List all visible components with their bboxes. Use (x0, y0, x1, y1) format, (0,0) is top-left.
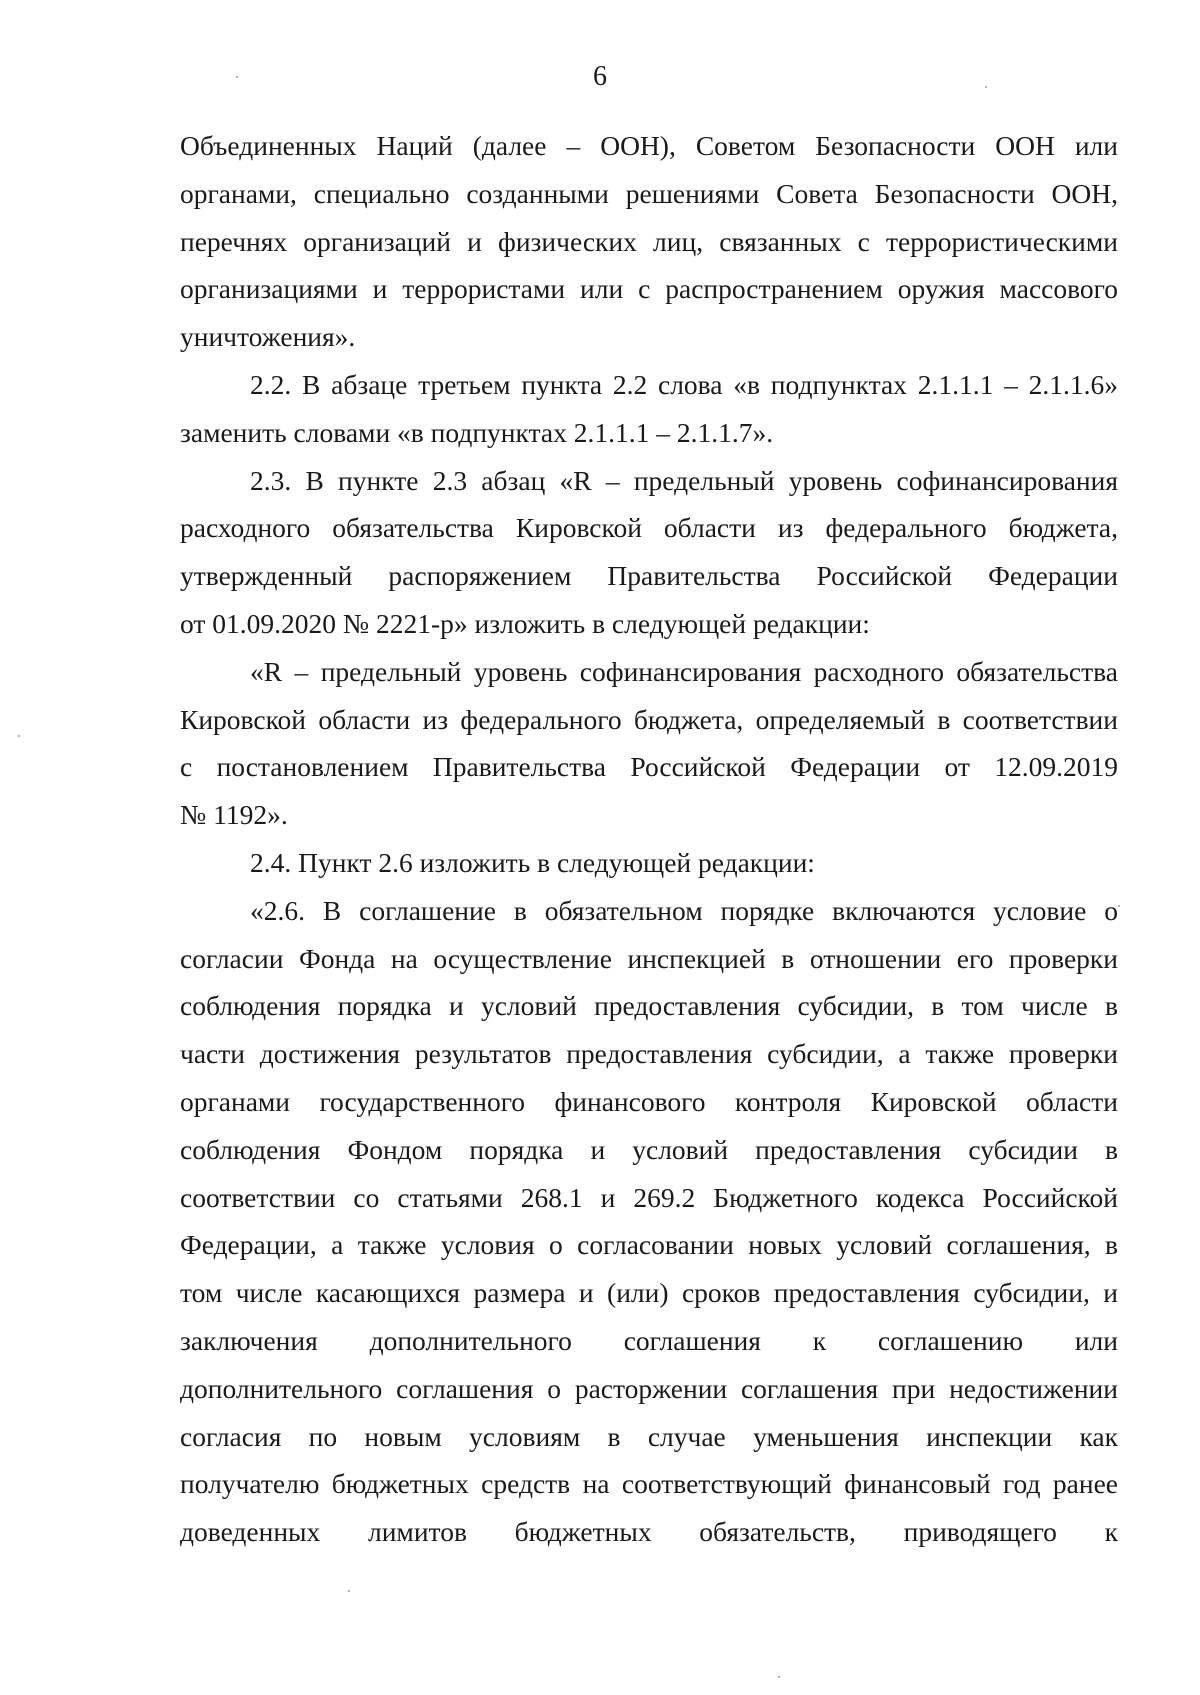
text-line: 2.2. В абзаце третьем пункта 2.2 слова «в подпунктах 2.1.1.1 – 2.1.1.6» (250, 368, 1118, 400)
text-line: «2.6. В соглашение в обязательном порядке включаются условие о (250, 894, 1118, 926)
text-line: с постановлением Правительства Российской Федерации от 12.09.2019 (180, 751, 1118, 783)
text-line: организациями и террористами или с распространением оружия массового (180, 273, 1118, 305)
scan-speck (1118, 905, 1120, 907)
scan-speck (778, 1676, 780, 1678)
text-line: от 01.09.2020 № 2221-р» изложить в следующей редакции: (180, 607, 870, 639)
document-body (180, 122, 1118, 1556)
text-line: утвержденный распоряжением Правительства Российской Федерации (180, 560, 1118, 592)
text-line: расходного обязательства Кировской области из федерального бюджета, (180, 512, 1118, 544)
scan-speck (236, 76, 238, 78)
text-line: 2.4. Пункт 2.6 изложить в следующей редакции: (250, 846, 815, 878)
text-line: органами государственного финансового контроля Кировской области (180, 1085, 1118, 1117)
text-line: соблюдения порядка и условий предоставления субсидии, в том числе в (180, 990, 1118, 1022)
text-line: «R – предельный уровень софинансирования расходного обязательства (250, 655, 1118, 687)
text-line: заменить словами «в подпунктах 2.1.1.1 – 2.1.1.7». (180, 416, 774, 448)
scan-speck (985, 86, 987, 88)
scan-speck (348, 1590, 350, 1592)
text-line: доведенных лимитов бюджетных обязательств, приводящего к (180, 1516, 1118, 1548)
text-line: Кировской области из федерального бюджета, определяемый в соответствии (180, 703, 1118, 735)
text-line: заключения дополнительного соглашения к соглашению или (180, 1324, 1118, 1356)
text-line: перечнях организаций и физических лиц, связанных с террористическими (180, 225, 1118, 257)
scan-speck (18, 735, 20, 737)
text-line: соответствии со статьями 268.1 и 269.2 Бюджетного кодекса Российской (180, 1181, 1118, 1213)
text-line: получателю бюджетных средств на соответствующий финансовый год ранее (180, 1468, 1118, 1500)
text-line: 2.3. В пункте 2.3 абзац «R – предельный уровень софинансирования (250, 464, 1118, 496)
text-line: части достижения результатов предоставления субсидии, а также проверки (180, 1038, 1118, 1070)
text-line: уничтожения». (180, 321, 356, 353)
text-line: согласии Фонда на осуществление инспекцией в отношении его проверки (180, 942, 1118, 974)
text-line: Федерации, а также условия о согласовании новых условий соглашения, в (180, 1229, 1118, 1261)
text-line: № 1192». (180, 799, 288, 831)
text-line: согласия по новым условиям в случае уменьшения инспекции как (180, 1420, 1118, 1452)
text-line: Объединенных Наций (далее – ООН), Советом Безопасности ООН или (180, 130, 1118, 161)
text-line: дополнительного соглашения о расторжении соглашения при недостижении (180, 1372, 1118, 1404)
text-line: том числе касающихся размера и (или) сроков предоставления субсидии, и (180, 1277, 1118, 1309)
text-line: соблюдения Фондом порядка и условий предоставления субсидии в (180, 1133, 1118, 1165)
page-number: 6 (593, 61, 607, 92)
text-line: органами, специально созданными решениями Совета Безопасности ООН, (180, 177, 1118, 209)
